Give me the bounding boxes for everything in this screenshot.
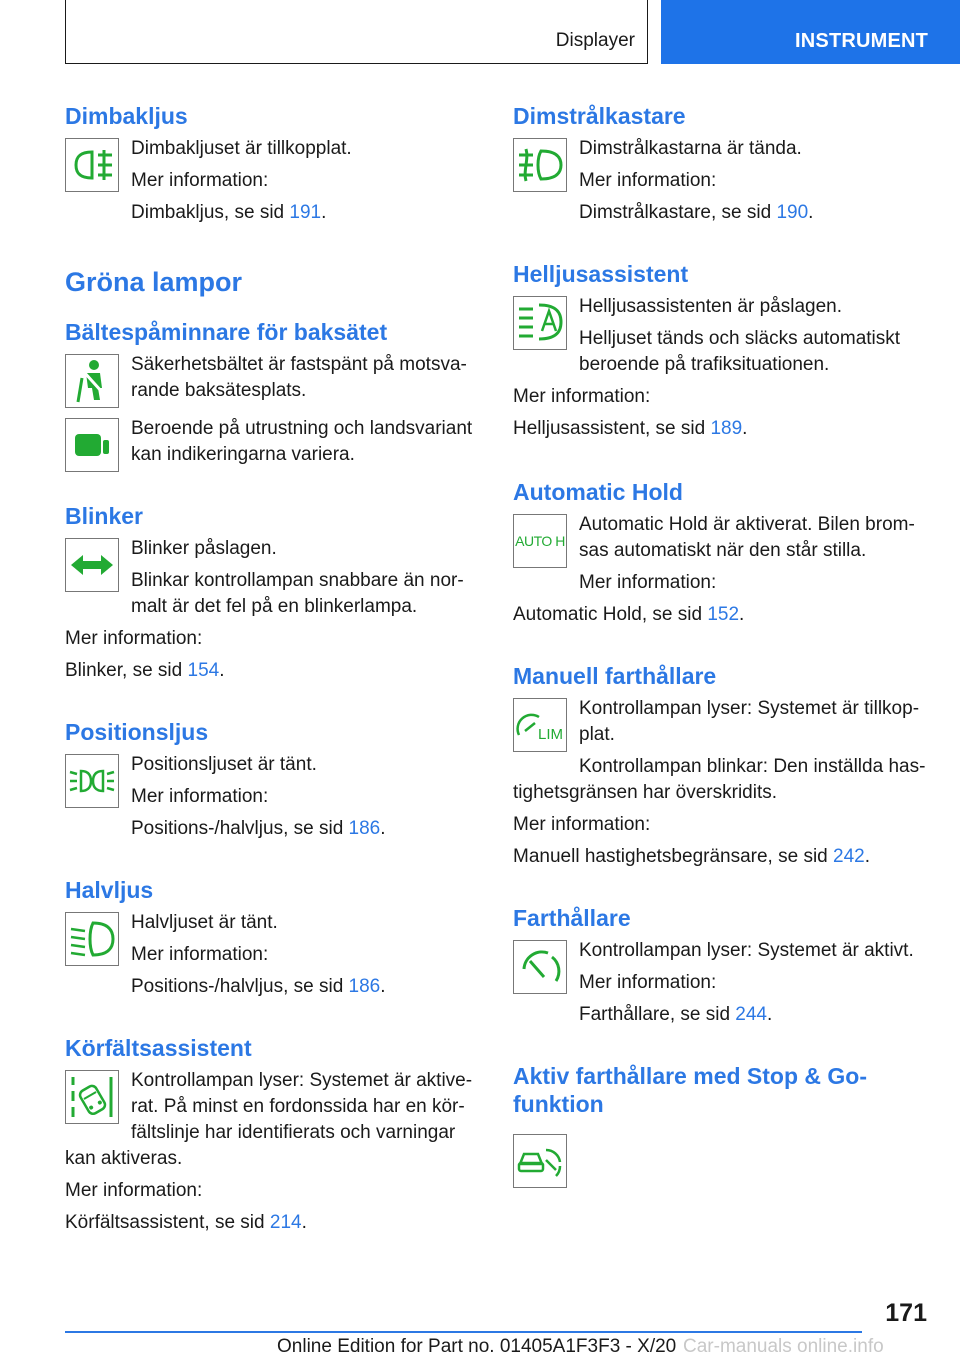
page-link-242[interactable]: 242 xyxy=(833,846,865,867)
seatbelt-icon xyxy=(65,354,119,408)
section-title-baltespaminnare: Bältespåminnare för baksätet xyxy=(65,319,388,345)
text-line: kan aktiveras. xyxy=(65,1148,183,1169)
section-farthallare xyxy=(513,938,933,1028)
auto-hold-icon xyxy=(513,514,567,568)
section-positionsljus xyxy=(65,752,485,842)
header-box xyxy=(65,0,648,64)
header-section-title: Displayer xyxy=(555,30,635,51)
section-dimbakljus xyxy=(65,136,485,226)
text-line: Beroende på utrustning och landsvariant xyxy=(131,418,473,439)
text-line: Kontrollampan blinkar: Den inställda has- xyxy=(579,756,926,777)
section-title-farthallare: Farthållare xyxy=(513,905,631,931)
page-link-214[interactable]: 214 xyxy=(269,1212,302,1233)
text-line: Helljusassistenten är påslagen. xyxy=(579,296,842,317)
reference-line: Automatic Hold, se sid 152. xyxy=(513,604,745,625)
text-line: Kontrollampan lyser: Systemet är aktivt. xyxy=(579,940,914,961)
low-beam-icon xyxy=(65,912,119,966)
header-tab-instrument[interactable]: INSTRUMENT xyxy=(661,0,960,64)
text-line: Mer information: xyxy=(65,1180,203,1201)
page-number: 171 xyxy=(885,1299,927,1327)
text-line: malt är det fel på en blinkerlampa. xyxy=(131,596,418,617)
reference-line: Dimstrålkastare, se sid 190. xyxy=(579,202,814,223)
section-title-blinker: Blinker xyxy=(65,503,143,529)
page-link-154[interactable]: 154 xyxy=(187,660,220,681)
text-line: Mer information: xyxy=(579,972,717,993)
section-dimstralkastare xyxy=(513,136,933,226)
section-title-helljusassistent: Helljusassistent xyxy=(513,261,689,287)
reference-text: Positions-/halvljus, se sid xyxy=(131,818,349,839)
seat-indicator-icon xyxy=(65,418,119,472)
text-line: rande baksätesplats. xyxy=(131,380,307,401)
section-title-halvljus: Halvljus xyxy=(65,877,154,903)
reference-line: Blinker, se sid 154. xyxy=(65,660,225,681)
section-title-dimbakljus: Dimbakljus xyxy=(65,103,188,129)
section-title-dimstralkastare: Dimstrålkastare xyxy=(513,103,686,129)
text-line: Blinkar kontrollampan snabbare än nor- xyxy=(131,570,464,591)
reference-text: Manuell hastighetsbegränsare, se sid xyxy=(513,846,834,867)
section-title-korfaltsassistent: Körfältsassistent xyxy=(65,1035,252,1061)
turn-signal-icon xyxy=(65,538,119,592)
reference-line: Farthållare, se sid 244. xyxy=(579,1004,773,1025)
footer-divider xyxy=(65,1331,862,1333)
text-line: Automatic Hold är aktiverat. Bilen brom- xyxy=(579,514,915,535)
page-link-244[interactable]: 244 xyxy=(735,1004,767,1025)
cruise-control-icon xyxy=(513,940,567,994)
auto-hold-icon-label: AUTO H xyxy=(515,533,565,549)
high-beam-assist-icon xyxy=(513,296,567,350)
section-helljusassistent xyxy=(513,294,933,378)
page-link-186[interactable]: 186 xyxy=(348,976,381,997)
text-line: Mer information: xyxy=(131,170,269,191)
section-baltespaminnare xyxy=(65,352,485,408)
page-link-189[interactable]: 189 xyxy=(710,418,743,439)
text-line: Mer information: xyxy=(513,814,651,835)
text-line: Mer information: xyxy=(65,628,203,649)
section-title-manuell-farthallare: Manuell farthållare xyxy=(513,663,717,689)
section-title-aktiv-farthallare xyxy=(513,1062,933,1118)
left-column xyxy=(65,102,485,1236)
page-link-191[interactable]: 191 xyxy=(289,202,322,223)
text-line: Mer information: xyxy=(579,170,717,191)
text-line: Blinker påslagen. xyxy=(131,538,277,559)
reference-line: Helljusassistent, se sid 189. xyxy=(513,418,748,439)
speed-limiter-icon-label: LIM xyxy=(538,726,564,743)
reference-text: Positions-/halvljus, se sid xyxy=(131,976,349,997)
active-cruise-icon xyxy=(513,1134,567,1188)
text-line: fältslinje har identifierats och varningar xyxy=(131,1122,456,1143)
text-line: Halvljuset är tänt. xyxy=(131,912,278,933)
text-line: Kontrollampan lyser: Systemet är tillkop- xyxy=(579,698,920,719)
reference-line: Positions-/halvljus, se sid 186. xyxy=(131,818,386,839)
footer-edition: Online Edition for Part no. 01405A1F3F3 - X/20 xyxy=(277,1336,677,1357)
text-line: rat. På minst en fordonssida har en kör- xyxy=(131,1096,465,1117)
speed-limiter-icon xyxy=(513,698,567,752)
section-title-positionsljus: Positionsljus xyxy=(65,719,209,745)
heading-grona-lampor: Gröna lampor xyxy=(65,267,243,297)
reference-text: Dimstrålkastare, se sid xyxy=(579,202,777,223)
page-link-186[interactable]: 186 xyxy=(348,818,381,839)
right-column xyxy=(513,102,933,1188)
reference-text: Dimbakljus, se sid xyxy=(131,202,290,223)
text-line: Säkerhetsbältet är fastspänt på motsva- xyxy=(131,354,467,375)
text-line: Helljuset tänds och släcks automatiskt xyxy=(579,328,901,349)
title-line: Aktiv farthållare med Stop & Go- xyxy=(513,1063,868,1089)
text-line: beroende på trafiksituationen. xyxy=(579,354,830,375)
reference-line: Positions-/halvljus, se sid 186. xyxy=(131,976,386,997)
text-line: plat. xyxy=(579,724,615,745)
reference-text: Blinker, se sid xyxy=(65,660,188,681)
page-link-190[interactable]: 190 xyxy=(776,202,809,223)
section-aktiv-farthallare xyxy=(513,1132,933,1188)
reference-text: Farthållare, se sid xyxy=(579,1004,736,1025)
reference-text: Körfältsassistent, se sid xyxy=(65,1212,270,1233)
text-line: Dimbakljuset är tillkopplat. xyxy=(131,138,352,159)
text-line: Mer information: xyxy=(131,944,269,965)
lane-assist-icon xyxy=(65,1070,119,1124)
section-automatic-hold xyxy=(513,512,933,596)
section-manuell-farthallare xyxy=(513,696,933,780)
title-line: funktion xyxy=(513,1091,604,1117)
section-blinker xyxy=(65,536,485,620)
front-fog-light-icon xyxy=(513,138,567,192)
section-baltespaminnare-variant xyxy=(65,416,485,472)
text-line: tighetsgränsen har överskridits. xyxy=(513,782,778,803)
text-line: Mer information: xyxy=(513,386,651,407)
text-line: Dimstrålkastarna är tända. xyxy=(579,138,802,159)
section-korfaltsassistent xyxy=(65,1068,485,1146)
text-line: Mer information: xyxy=(131,786,269,807)
footer-watermark: Car-manuals online.info xyxy=(683,1336,884,1357)
section-halvljus xyxy=(65,910,485,1000)
text-line: Kontrollampan lyser: Systemet är aktive- xyxy=(131,1070,473,1091)
reference-line: Manuell hastighetsbegränsare, se sid 242. xyxy=(513,846,871,867)
reference-text: Helljusassistent, se sid xyxy=(513,418,711,439)
text-line: kan indikeringarna variera. xyxy=(131,444,355,465)
parking-light-icon xyxy=(65,754,119,808)
text-line: Mer information: xyxy=(579,572,717,593)
page-link-152[interactable]: 152 xyxy=(707,604,740,625)
text-line: sas automatiskt när den står stilla. xyxy=(579,540,867,561)
reference-text: Automatic Hold, se sid xyxy=(513,604,708,625)
reference-line: Körfältsassistent, se sid 214. xyxy=(65,1212,307,1233)
section-title-automatic-hold: Automatic Hold xyxy=(513,479,683,505)
reference-line: Dimbakljus, se sid 191. xyxy=(131,202,327,223)
text-line: Positionsljuset är tänt. xyxy=(131,754,317,775)
rear-fog-light-icon xyxy=(65,138,119,192)
